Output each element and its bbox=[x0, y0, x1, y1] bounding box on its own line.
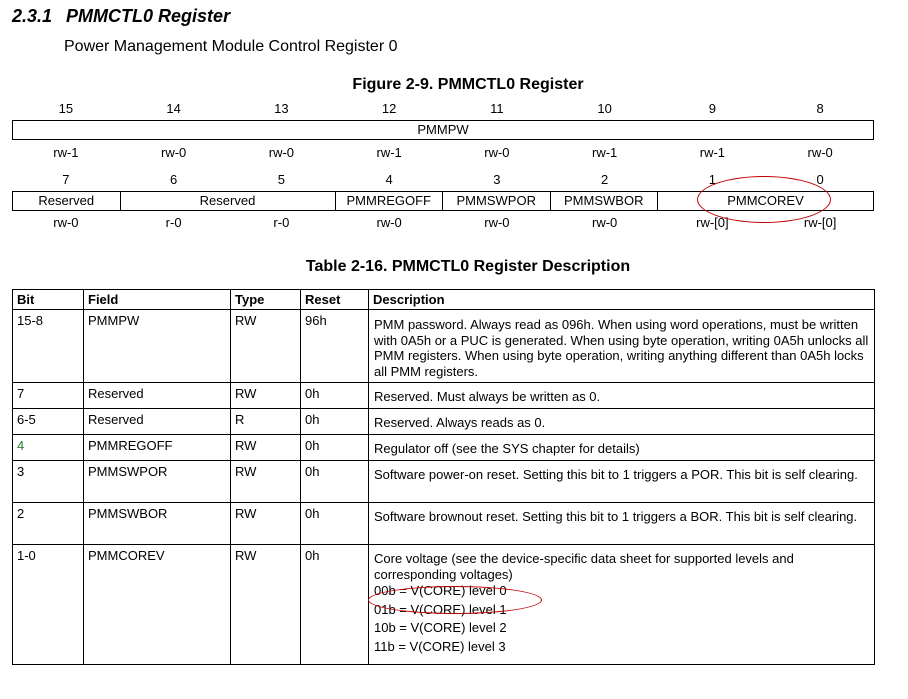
field-reserved-7: Reserved bbox=[13, 192, 121, 210]
bit-number: 6 bbox=[170, 172, 178, 187]
register-description-table bbox=[12, 289, 875, 665]
field-pmmswbor: PMMSWBOR bbox=[551, 192, 659, 210]
bit-number: 13 bbox=[274, 101, 289, 116]
bit-number: 11 bbox=[490, 101, 504, 116]
table-row bbox=[13, 503, 875, 545]
cell-type: RW bbox=[231, 545, 301, 665]
field-pmmcorev: PMMCOREV bbox=[727, 193, 804, 208]
cell-reset: 0h bbox=[301, 503, 369, 545]
header-description: Description bbox=[369, 290, 875, 310]
bit-number: 10 bbox=[597, 101, 612, 116]
cell-field: PMMSWBOR bbox=[84, 503, 231, 545]
cell-field: PMMREGOFF bbox=[84, 435, 231, 461]
description-line: 10b = V(CORE) level 2 bbox=[374, 620, 507, 635]
header-reset: Reset bbox=[301, 290, 369, 310]
cell-reset: 0h bbox=[301, 383, 369, 409]
header-bit: Bit bbox=[13, 290, 84, 310]
access-value: rw-0 bbox=[53, 215, 79, 230]
cell-reset: 0h bbox=[301, 545, 369, 665]
section-heading bbox=[12, 6, 230, 27]
access-value: rw-0 bbox=[484, 215, 510, 230]
upper-register-row bbox=[12, 120, 874, 140]
cell-description: Regulator off (see the SYS chapter for details) bbox=[369, 435, 875, 461]
cell-description: Reserved. Always reads as 0. bbox=[369, 409, 875, 435]
cell-field: PMMCOREV bbox=[84, 545, 231, 665]
cell-field: Reserved bbox=[84, 409, 231, 435]
field-reserved-6-5: Reserved bbox=[121, 192, 336, 210]
access-value: rw-[0] bbox=[803, 215, 837, 230]
bit-number: 7 bbox=[62, 172, 70, 187]
cell-reset: 0h bbox=[301, 435, 369, 461]
cell-bit: 7 bbox=[13, 383, 84, 409]
table-header-row bbox=[13, 290, 875, 310]
cell-type: RW bbox=[231, 461, 301, 503]
cell-reset: 0h bbox=[301, 409, 369, 435]
table-row bbox=[13, 310, 875, 383]
field-pmmregoff: PMMREGOFF bbox=[336, 192, 444, 210]
bit-number: 2 bbox=[601, 172, 609, 187]
access-value: rw-1 bbox=[376, 145, 402, 160]
bit-number: 3 bbox=[493, 172, 501, 187]
access-value: rw-0 bbox=[807, 145, 833, 160]
access-value: rw-0 bbox=[376, 215, 402, 230]
cell-type: RW bbox=[231, 435, 301, 461]
cell-field: Reserved bbox=[84, 383, 231, 409]
table-row bbox=[13, 435, 875, 461]
cell-description: Reserved. Must always be written as 0. bbox=[369, 383, 875, 409]
cell-bit: 15-8 bbox=[13, 310, 84, 383]
bit-number: 4 bbox=[385, 172, 393, 187]
access-value: rw-0 bbox=[591, 215, 618, 230]
figure-caption: Figure 2-9. PMMCTL0 Register bbox=[352, 76, 584, 93]
bit-number: 9 bbox=[708, 101, 716, 116]
description-line: Core voltage (see the device-specific data sheet for supported levels and corresponding voltages) bbox=[374, 551, 794, 582]
cell-type: RW bbox=[231, 310, 301, 383]
access-value: rw-[0] bbox=[696, 215, 729, 230]
cell-description: Software brownout reset. Setting this bit to 1 triggers a BOR. This bit is self clearing. bbox=[369, 503, 875, 545]
header-field: Field bbox=[84, 290, 231, 310]
cell-bit: 1-0 bbox=[13, 545, 84, 665]
access-value: rw-1 bbox=[591, 145, 618, 160]
cell-description: Software power-on reset. Setting this bit to 1 triggers a POR. This bit is self clearing. bbox=[369, 461, 875, 503]
field-pmmpw: PMMPW bbox=[417, 122, 469, 137]
cell-description: PMM password. Always read as 096h. When using word operations, must be written with 0A5h or a PUC is generated. When using byte operation, writing 0A5h unlocks all PMM registers. When using byte operation, writing anything different than 0A5h locks all PMM registers. bbox=[369, 310, 875, 383]
lower-bit-numbers bbox=[12, 172, 874, 187]
field-pmmswpor: PMMSWPOR bbox=[443, 192, 551, 210]
table-row bbox=[13, 383, 875, 409]
upper-bit-numbers bbox=[12, 101, 874, 116]
cell-reset: 0h bbox=[301, 461, 369, 503]
table-row bbox=[13, 409, 875, 435]
cell-bit: 6-5 bbox=[13, 409, 84, 435]
cell-reset: 96h bbox=[301, 310, 369, 383]
bit-number: 14 bbox=[166, 101, 181, 116]
access-value: rw-1 bbox=[53, 145, 79, 160]
cell-field: PMMSWPOR bbox=[84, 461, 231, 503]
access-value: r-0 bbox=[165, 215, 182, 230]
cell-type: RW bbox=[231, 503, 301, 545]
table-caption: Table 2-16. PMMCTL0 Register Description bbox=[305, 258, 631, 275]
bit-number: 8 bbox=[816, 101, 824, 116]
lower-register-row bbox=[12, 191, 874, 211]
access-value: rw-0 bbox=[160, 145, 187, 160]
section-title: PMMCTL0 Register bbox=[66, 6, 231, 26]
section-subtitle: Power Management Module Control Register 0 bbox=[64, 38, 398, 55]
header-type: Type bbox=[231, 290, 301, 310]
bit-number: 12 bbox=[381, 101, 397, 116]
cell-bit: 3 bbox=[13, 461, 84, 503]
lower-access-row bbox=[12, 215, 874, 230]
table-row bbox=[13, 545, 875, 665]
description-line: 11b = V(CORE) level 3 bbox=[374, 638, 506, 654]
bit-number: 15 bbox=[58, 101, 74, 116]
table-row bbox=[13, 461, 875, 503]
description-line: 01b = V(CORE) level 1 bbox=[374, 601, 507, 617]
cell-field: PMMPW bbox=[84, 310, 231, 383]
cell-description bbox=[369, 545, 875, 665]
access-value: rw-0 bbox=[484, 145, 510, 160]
cell-type: RW bbox=[231, 383, 301, 409]
description-line: 00b = V(CORE) level 0 bbox=[374, 583, 507, 598]
cell-bit: 2 bbox=[13, 503, 84, 545]
bit-number: 0 bbox=[816, 172, 824, 187]
access-value: rw-1 bbox=[699, 145, 726, 160]
cell-bit: 4 bbox=[13, 435, 84, 461]
upper-access-row bbox=[12, 145, 874, 160]
access-value: rw-0 bbox=[268, 145, 295, 160]
access-value: r-0 bbox=[273, 215, 290, 230]
bit-number: 5 bbox=[277, 172, 285, 187]
cell-type: R bbox=[231, 409, 301, 435]
section-number: 2.3.1 bbox=[12, 6, 53, 26]
bit-number: 1 bbox=[708, 172, 716, 187]
